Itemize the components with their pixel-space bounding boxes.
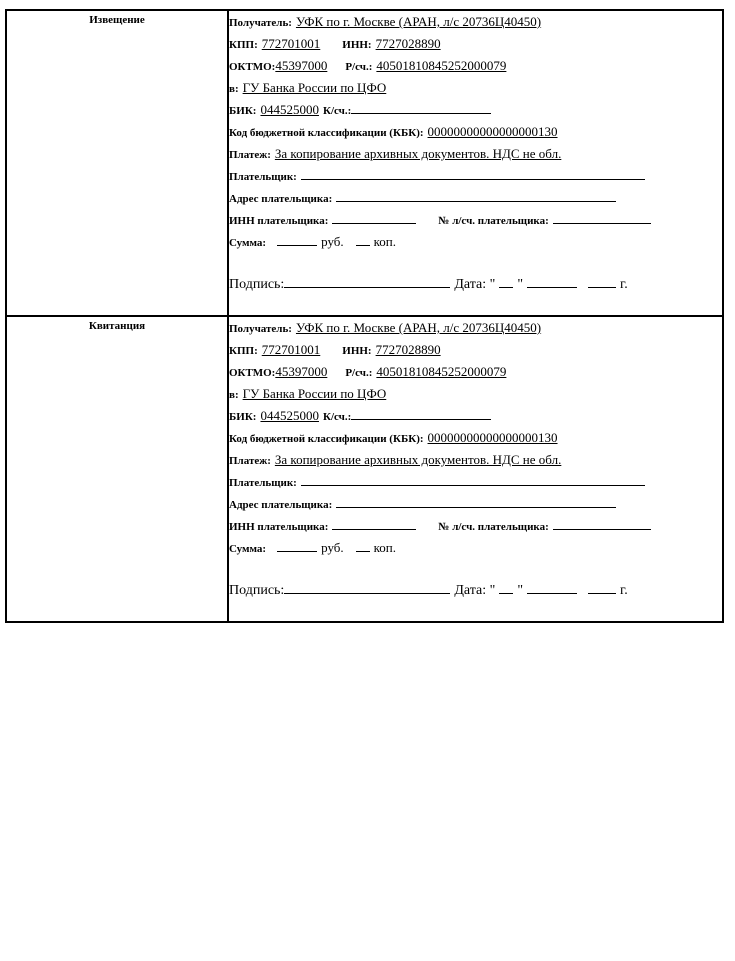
signature-row xyxy=(229,579,722,601)
kpp-label: КПП: xyxy=(229,39,258,51)
kbk-value: 00000000000000000130 xyxy=(427,430,558,445)
bank-row xyxy=(229,383,722,405)
date-year-field[interactable] xyxy=(588,273,616,288)
kbk-value: 00000000000000000130 xyxy=(427,124,558,139)
bik-label: БИК: xyxy=(229,105,257,117)
sum-row xyxy=(229,231,722,253)
oktmo-label: ОКТМО: xyxy=(229,61,276,73)
recipient-row xyxy=(229,317,722,339)
account-label: Р/сч.: xyxy=(345,367,373,379)
year-label: г. xyxy=(620,583,628,598)
section-side-cell xyxy=(6,10,228,316)
payer-label: Плательщик: xyxy=(229,171,297,183)
recipient-row xyxy=(229,11,722,33)
payment-form-table xyxy=(5,9,724,623)
date-label: Дата: " xyxy=(454,583,496,598)
bank-label: в: xyxy=(229,83,239,95)
payment-row xyxy=(229,449,722,471)
inn-value: 7727028890 xyxy=(375,36,441,51)
oktmo-value: 45397000 xyxy=(275,364,328,379)
recipient-label: Получатель: xyxy=(229,323,292,335)
oktmo-account-row xyxy=(229,361,722,383)
bik-value: 044525000 xyxy=(260,408,319,423)
inn-label: ИНН: xyxy=(342,345,372,357)
payer-inn-field[interactable] xyxy=(332,515,416,530)
bik-row xyxy=(229,99,722,121)
corr-account-field[interactable] xyxy=(351,99,491,114)
signature-label: Подпись: xyxy=(229,277,285,292)
signature-field[interactable] xyxy=(284,273,450,288)
payer-account-field[interactable] xyxy=(553,209,651,224)
bank-row xyxy=(229,77,722,99)
sum-row xyxy=(229,537,722,559)
payer-label: Плательщик: xyxy=(229,477,297,489)
payer-field[interactable] xyxy=(301,165,645,180)
rub-label: руб. xyxy=(321,234,344,249)
recipient-value: УФК по г. Москве (АРАН, л/с 20736Ц40450) xyxy=(295,320,542,335)
date-year-field[interactable] xyxy=(588,579,616,594)
section-body-cell xyxy=(228,316,723,622)
bank-label: в: xyxy=(229,389,239,401)
kpp-value: 772701001 xyxy=(261,342,321,357)
date-day-field[interactable] xyxy=(499,579,513,594)
payer-address-field[interactable] xyxy=(336,187,616,202)
payer-inn-row xyxy=(229,515,722,537)
sum-rub-field[interactable] xyxy=(277,537,317,552)
payment-label: Платеж: xyxy=(229,149,271,161)
inn-value: 7727028890 xyxy=(375,342,441,357)
oktmo-label: ОКТМО: xyxy=(229,367,276,379)
payer-inn-label: ИНН плательщика: xyxy=(229,521,329,533)
payment-value: За копирование архивных документов. НДС не обл. xyxy=(274,452,562,467)
signature-label: Подпись: xyxy=(229,583,285,598)
section-title: Квитанция xyxy=(88,320,146,332)
date-label: Дата: " xyxy=(454,277,496,292)
signature-row xyxy=(229,273,722,295)
payer-address-field[interactable] xyxy=(336,493,616,508)
section-title: Извещение xyxy=(89,14,145,26)
kbk-label: Код бюджетной классификации (КБК): xyxy=(229,127,424,139)
kop-label: коп. xyxy=(373,234,397,249)
payer-inn-label: ИНН плательщика: xyxy=(229,215,329,227)
payment-value: За копирование архивных документов. НДС не обл. xyxy=(274,146,562,161)
corr-account-label: К/сч.: xyxy=(322,411,352,423)
section-side-cell xyxy=(6,316,228,622)
account-label: Р/сч.: xyxy=(345,61,373,73)
kpp-inn-row xyxy=(229,339,722,361)
date-day-field[interactable] xyxy=(499,273,513,288)
recipient-value: УФК по г. Москве (АРАН, л/с 20736Ц40450) xyxy=(295,14,542,29)
bik-row xyxy=(229,405,722,427)
rub-label: руб. xyxy=(321,540,344,555)
bank-value: ГУ Банка России по ЦФО xyxy=(242,386,387,401)
corr-account-field[interactable] xyxy=(351,405,491,420)
form-section xyxy=(6,316,723,622)
corr-account-label: К/сч.: xyxy=(322,105,352,117)
kbk-row xyxy=(229,121,722,143)
payer-address-label: Адрес плательщика: xyxy=(229,499,333,511)
payment-form-body xyxy=(6,10,723,622)
payer-address-label: Адрес плательщика: xyxy=(229,193,333,205)
payer-inn-row xyxy=(229,209,722,231)
kbk-row xyxy=(229,427,722,449)
kpp-value: 772701001 xyxy=(261,36,321,51)
sum-rub-field[interactable] xyxy=(277,231,317,246)
payer-field[interactable] xyxy=(301,471,645,486)
bik-label: БИК: xyxy=(229,411,257,423)
sum-kop-field[interactable] xyxy=(356,231,370,246)
payer-account-label: № л/сч. плательщика: xyxy=(438,215,549,227)
payment-label: Платеж: xyxy=(229,455,271,467)
oktmo-account-row xyxy=(229,55,722,77)
bik-value: 044525000 xyxy=(260,102,319,117)
kop-label: коп. xyxy=(373,540,397,555)
kpp-inn-row xyxy=(229,33,722,55)
date-month-field[interactable] xyxy=(527,579,577,594)
payer-account-label: № л/сч. плательщика: xyxy=(438,521,549,533)
payer-row xyxy=(229,471,722,493)
sum-label: Сумма: xyxy=(229,237,267,249)
kbk-label: Код бюджетной классификации (КБК): xyxy=(229,433,424,445)
recipient-label: Получатель: xyxy=(229,17,292,29)
year-label: г. xyxy=(620,277,628,292)
date-quote: " xyxy=(517,277,524,292)
section-body-cell xyxy=(228,10,723,316)
payer-row xyxy=(229,165,722,187)
date-month-field[interactable] xyxy=(527,273,577,288)
payer-account-field[interactable] xyxy=(553,515,651,530)
inn-label: ИНН: xyxy=(342,39,372,51)
kpp-label: КПП: xyxy=(229,345,258,357)
sum-kop-field[interactable] xyxy=(356,537,370,552)
signature-field[interactable] xyxy=(284,579,450,594)
payer-address-row xyxy=(229,493,722,515)
account-value: 40501810845252000079 xyxy=(376,58,507,73)
form-section xyxy=(6,10,723,316)
date-quote: " xyxy=(517,583,524,598)
payer-address-row xyxy=(229,187,722,209)
payment-row xyxy=(229,143,722,165)
account-value: 40501810845252000079 xyxy=(376,364,507,379)
bank-value: ГУ Банка России по ЦФО xyxy=(242,80,387,95)
oktmo-value: 45397000 xyxy=(275,58,328,73)
payer-inn-field[interactable] xyxy=(332,209,416,224)
sum-label: Сумма: xyxy=(229,543,267,555)
